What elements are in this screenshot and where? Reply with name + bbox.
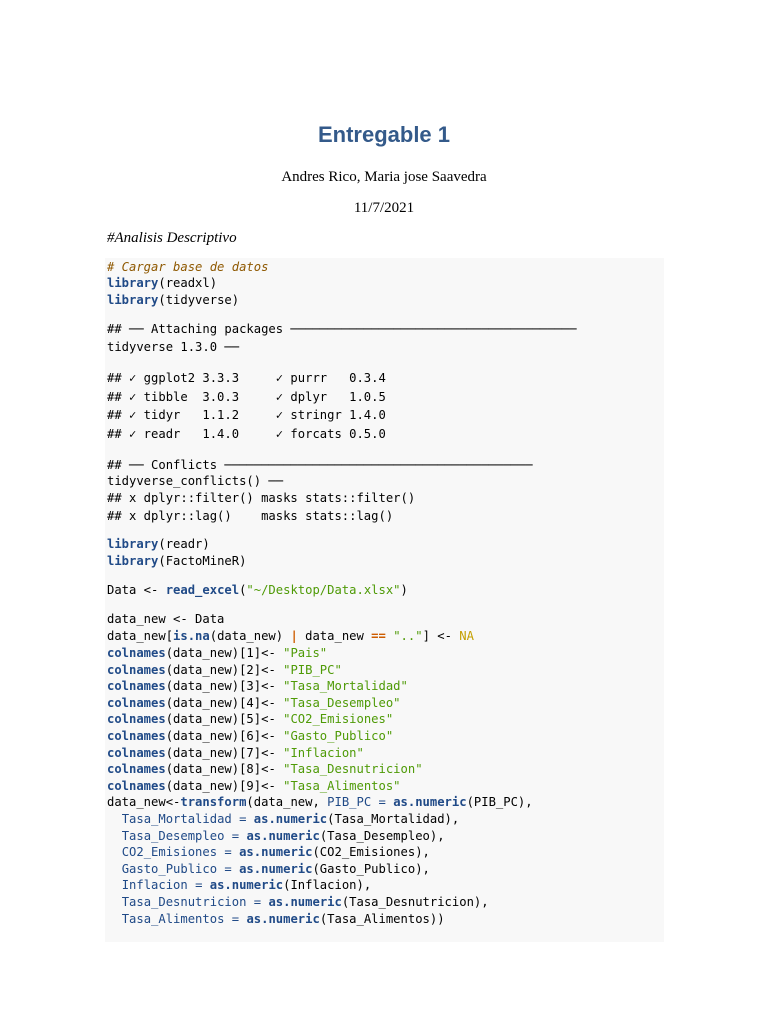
code-line-colnames: colnames(data_new)[1]<- "Pais" bbox=[107, 646, 328, 660]
author-line: Andres Rico, Maria jose Saavedra bbox=[281, 169, 487, 185]
date-line: 11/7/2021 bbox=[353, 200, 415, 216]
code-line-colnames: colnames(data_new)[7]<- "Inflacion" bbox=[107, 745, 364, 760]
output-line: ## x dplyr::filter() masks stats::filter() bbox=[107, 491, 416, 505]
output-line: ## x dplyr::lag() masks stats::lag() bbox=[107, 509, 394, 523]
output-line: tidyverse 1.3.0 ── bbox=[107, 340, 240, 354]
output-line: tidyverse_conflicts() ── bbox=[107, 474, 284, 488]
code-line-data-new: data_new <- Data bbox=[107, 612, 225, 626]
code-line-transform: Inflacion = as.numeric(Inflacion), bbox=[121, 878, 372, 893]
code-line-transform: Tasa_Desempleo = as.numeric(Tasa_Desempleo), bbox=[121, 828, 445, 843]
code-line-transform: CO2_Emisiones = as.numeric(CO2_Emisiones), bbox=[121, 845, 430, 860]
section-heading: #Analisis Descriptivo bbox=[107, 230, 237, 246]
code-line-colnames: colnames(data_new)[2]<- "PIB_PC" bbox=[107, 662, 342, 677]
code-line-colnames: colnames(data_new)[3]<- "Tasa_Mortalidad" bbox=[107, 679, 408, 694]
code-line-library-tidyverse: library(tidyverse) bbox=[107, 293, 240, 307]
code-line-library-readr: library(readr) bbox=[107, 537, 210, 551]
code-line-transform: Gasto_Publico = as.numeric(Gasto_Publico), bbox=[121, 861, 430, 876]
output-line: ## ── Conflicts ────────────────────────────────────────── bbox=[107, 458, 533, 472]
code-line-colnames: colnames(data_new)[5]<- "CO2_Emisiones" bbox=[107, 712, 394, 727]
code-line-transform: Tasa_Desnutricion = as.numeric(Tasa_Desnutricion), bbox=[121, 895, 489, 909]
code-line-read-excel: Data <- read_excel("~/Desktop/Data.xlsx") bbox=[107, 583, 408, 597]
code-line-is-na: data_new[is.na(data_new) | data_new == ".."] <- NA bbox=[107, 629, 474, 643]
output-line: ## ✓ readr 1.4.0 ✓ forcats 0.5.0 bbox=[107, 427, 386, 441]
code-comment: # Cargar base de datos bbox=[107, 260, 269, 274]
code-line-transform: Tasa_Mortalidad = as.numeric(Tasa_Mortalidad), bbox=[121, 812, 460, 826]
output-line: ## ✓ tidyr 1.1.2 ✓ stringr 1.4.0 bbox=[107, 408, 386, 422]
document-title: Entregable 1 bbox=[317, 122, 451, 147]
code-line-colnames: colnames(data_new)[8]<- "Tasa_Desnutricion" bbox=[107, 762, 423, 777]
output-line: ## ✓ ggplot2 3.3.3 ✓ purrr 0.3.4 bbox=[107, 371, 386, 385]
code-line-colnames: colnames(data_new)[9]<- "Tasa_Alimentos" bbox=[107, 778, 401, 793]
code-line-library-factominer: library(FactoMineR) bbox=[107, 554, 247, 568]
code-line-library-readxl: library(readxl) bbox=[107, 276, 218, 290]
code-line-colnames: colnames(data_new)[4]<- "Tasa_Desempleo" bbox=[107, 695, 401, 710]
code-line-transform: Tasa_Alimentos = as.numeric(Tasa_Alimentos)) bbox=[121, 911, 445, 926]
code-line-transform: data_new<-transform(data_new, PIB_PC = as.numeric(PIB_PC), bbox=[107, 795, 533, 810]
output-line: ## ✓ tibble 3.0.3 ✓ dplyr 1.0.5 bbox=[107, 390, 386, 404]
code-line-colnames: colnames(data_new)[6]<- "Gasto_Publico" bbox=[107, 729, 394, 743]
output-line: ## ── Attaching packages ─────────────────────────────────────── bbox=[107, 322, 577, 336]
